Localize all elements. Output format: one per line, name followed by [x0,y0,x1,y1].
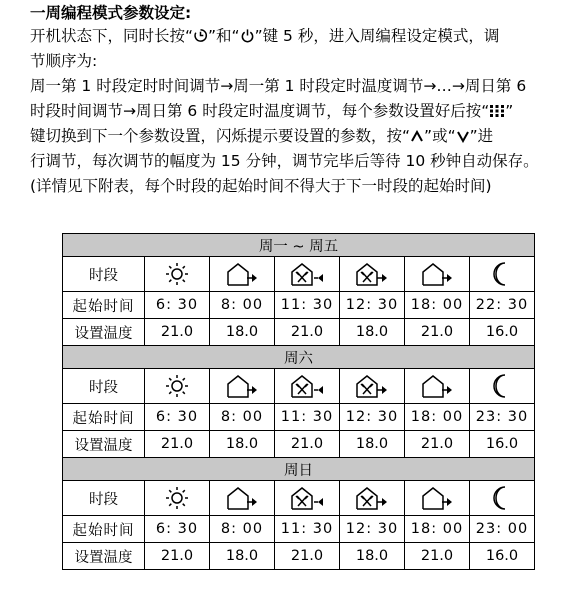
home-arrive-icon [405,261,469,287]
home-arrive-icon [405,373,469,399]
period-icon-cell [340,481,405,516]
sun-icon [145,261,209,287]
set-temp-row [63,319,535,346]
set-temp-cell: 18.0 [210,543,275,570]
set-temp-cell: 21.0 [275,431,340,458]
group-header: 周六 [63,346,535,369]
paragraph-line-4 [30,99,575,124]
text-span: ”键 5 秒，进入周编程设定模式，调 [254,27,500,45]
start-time-cell: 8: 00 [210,292,275,319]
paragraph-line-2: 节顺序为: [30,52,98,70]
set-temp-cell: 21.0 [405,543,470,570]
set-temp-cell: 21.0 [275,543,340,570]
home-arrive-icon [210,485,274,511]
set-temp-cell: 16.0 [470,431,535,458]
start-time-row [63,292,535,319]
set-temp-cell: 16.0 [470,319,535,346]
period-icon-cell [470,481,535,516]
set-temp-label: 设置温度 [63,431,145,458]
home-meal-arrive-icon [340,373,404,399]
start-time-label: 起始时间 [63,404,145,431]
set-temp-cell: 21.0 [145,319,210,346]
group-header: 周一 ~ 周五 [63,234,535,257]
start-time-cell: 6: 30 [145,292,210,319]
start-time-cell: 12: 30 [340,516,405,543]
set-temp-cell: 21.0 [405,319,470,346]
text-span: ” [505,102,514,120]
period-icon-row [63,369,535,404]
text-span: 时段时间调节→周日第 6 时段定时温度调节，每个参数设置好后按“ [30,102,490,120]
period-icon-cell [470,369,535,404]
period-icon-row [63,257,535,292]
text-span: ”和“ [208,27,240,45]
period-icon-cell [470,257,535,292]
set-temp-cell: 18.0 [210,319,275,346]
text-span: 键切换到下一个参数设置，闪烁提示要设置的参数，按“ [30,127,411,145]
moon-icon [470,261,534,287]
group-header: 周日 [63,458,535,481]
set-temp-cell: 18.0 [210,431,275,458]
text-span: ”进 [469,127,494,145]
paragraph-line-7: (详情见下附表，每个时段的起始时间不得大于下一时段的起始时间) [30,177,492,195]
period-icon-cell [340,369,405,404]
period-icon-cell [275,481,340,516]
start-time-cell: 11: 30 [275,292,340,319]
start-time-cell: 18: 00 [405,404,470,431]
period-icon-cell [145,257,210,292]
group-header-row [63,346,535,369]
start-time-cell: 18: 00 [405,516,470,543]
set-temp-row [63,543,535,570]
set-temp-cell: 18.0 [340,319,405,346]
period-icon-row [63,481,535,516]
start-time-cell: 22: 30 [470,292,535,319]
home-meal-leave-icon [275,261,339,287]
set-temp-cell: 21.0 [145,543,210,570]
section-heading: 一周编程模式参数设定: [30,4,192,22]
set-temp-cell: 18.0 [340,431,405,458]
period-label: 时段 [63,481,145,516]
period-icon-cell [210,257,275,292]
start-time-label: 起始时间 [63,516,145,543]
paragraph-line-3: 周一第 1 时段定时时间调节→周一第 1 时段定时温度调节→…→周日第 6 [30,77,527,95]
period-icon-cell [405,369,470,404]
start-time-cell: 12: 30 [340,292,405,319]
sun-icon [145,485,209,511]
period-icon-cell [145,369,210,404]
group-header-row [63,234,535,257]
document [30,0,575,199]
period-icon-cell [275,369,340,404]
start-time-cell: 11: 30 [275,516,340,543]
period-label: 时段 [63,369,145,404]
period-icon-cell [210,481,275,516]
paragraph-line-6: 行调节，每次调节的幅度为 15 分钟，调节完毕后等待 10 秒钟自动保存。 [30,152,539,170]
period-icon-cell [340,257,405,292]
text-span: ”或“ [424,127,456,145]
period-icon-cell [145,481,210,516]
instruction-paragraph [30,24,575,199]
home-meal-arrive-icon [340,485,404,511]
start-time-label: 起始时间 [63,292,145,319]
set-temp-cell: 21.0 [405,431,470,458]
start-time-cell: 12: 30 [340,404,405,431]
start-time-cell: 23: 30 [470,404,535,431]
paragraph-line-1 [30,24,575,49]
start-time-cell: 11: 30 [275,404,340,431]
set-temp-cell: 16.0 [470,543,535,570]
start-time-row [63,516,535,543]
home-meal-leave-icon [275,373,339,399]
grid-key-icon [489,104,505,118]
start-time-cell: 18: 00 [405,292,470,319]
period-icon-cell [405,257,470,292]
clock-power-key-icon [193,28,208,43]
period-icon-cell [275,257,340,292]
set-temp-cell: 21.0 [145,431,210,458]
set-temp-label: 设置温度 [63,319,145,346]
down-key-icon [456,130,470,143]
start-time-cell: 23: 00 [470,516,535,543]
up-key-icon [410,130,424,143]
start-time-cell: 6: 30 [145,516,210,543]
period-icon-cell [210,369,275,404]
group-header-row [63,458,535,481]
period-label: 时段 [63,257,145,292]
home-meal-arrive-icon [340,261,404,287]
home-arrive-icon [210,373,274,399]
set-temp-cell: 21.0 [275,319,340,346]
period-icon-cell [405,481,470,516]
home-arrive-icon [405,485,469,511]
schedule-table [62,233,535,570]
moon-icon [470,373,534,399]
home-arrive-icon [210,261,274,287]
set-temp-cell: 18.0 [340,543,405,570]
paragraph-line-5 [30,124,575,149]
start-time-cell: 8: 00 [210,516,275,543]
sun-icon [145,373,209,399]
power-key-icon [240,28,255,43]
set-temp-row [63,431,535,458]
start-time-cell: 6: 30 [145,404,210,431]
set-temp-label: 设置温度 [63,543,145,570]
home-meal-leave-icon [275,485,339,511]
text-span: 开机状态下，同时长按“ [30,27,194,45]
moon-icon [470,485,534,511]
start-time-cell: 8: 00 [210,404,275,431]
start-time-row [63,404,535,431]
